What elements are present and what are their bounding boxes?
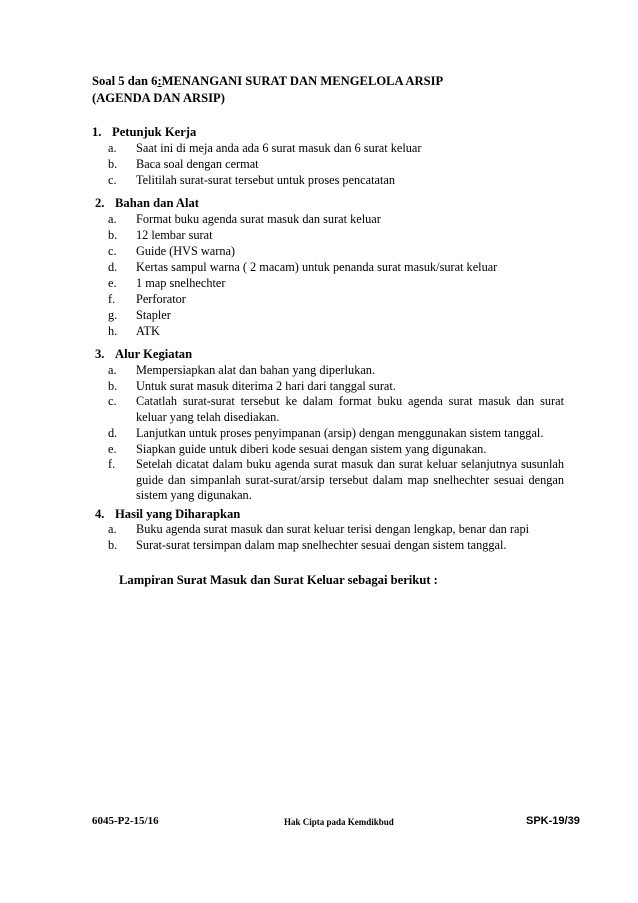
- title-soal-number: Soal 5 dan 6: [92, 74, 158, 88]
- section-1-heading: 1. Petunjuk Kerja: [92, 125, 197, 139]
- list-item: f. Perforator: [108, 292, 186, 306]
- list-item: b. Baca soal dengan cermat: [108, 157, 259, 171]
- list-item: a. Format buku agenda surat masuk dan surat keluar: [108, 212, 381, 226]
- title-colon: :: [157, 74, 162, 88]
- list-item: c. Guide (HVS warna): [108, 244, 236, 258]
- footer-copyright: Hak Cipta pada Kemdikbud: [284, 817, 394, 827]
- list-item: a. Saat ini di meja anda ada 6 surat masuk dan 6 surat keluar: [108, 141, 422, 155]
- title-line-2: (AGENDA DAN ARSIP): [92, 91, 225, 105]
- list-item: e. 1 map snelhechter: [108, 276, 226, 290]
- footer-page-number: SPK-19/39: [526, 815, 580, 827]
- list-item: c. Telitilah surat-surat tersebut untuk proses pencatatan: [108, 173, 395, 187]
- list-item: f. Setelah dicatat dalam buku agenda surat masuk dan surat keluar selanjutnya susunlah guide dan simpanlah surat-surat/arsip tersebut dalam map snelhechter sesuai dengan sistem yang digunakan.: [108, 457, 564, 502]
- page-title: [92, 73, 443, 107]
- list-item: c. Catatlah surat-surat tersebut ke dalam format buku agenda surat masuk dan surat keluar yang telah disediakan.: [108, 394, 564, 424]
- list-item: d. Kertas sampul warna ( 2 macam) untuk penanda surat masuk/surat keluar: [108, 260, 498, 274]
- footer-code: 6045-P2-15/16: [92, 815, 159, 827]
- list-item: a. Mempersiapkan alat dan bahan yang diperlukan.: [108, 363, 376, 377]
- lampiran-note: Lampiran Surat Masuk dan Surat Keluar sebagai berikut :: [119, 573, 438, 587]
- list-item: e. Siapkan guide untuk diberi kode sesuai dengan sistem yang digunakan.: [108, 442, 487, 456]
- list-item: b. Surat-surat tersimpan dalam map snelhechter sesuai dengan sistem tanggal.: [108, 538, 507, 552]
- section-3-heading: 3. Alur Kegiatan: [95, 347, 193, 361]
- title-main: MENANGANI SURAT DAN MENGELOLA ARSIP: [161, 74, 444, 88]
- section-2-heading: 2. Bahan dan Alat: [95, 196, 199, 210]
- title-line-1: [92, 73, 443, 90]
- list-item: b. Untuk surat masuk diterima 2 hari dari tanggal surat.: [108, 379, 396, 393]
- list-item: d. Lanjutkan untuk proses penyimpanan (arsip) dengan menggunakan sistem tanggal.: [108, 426, 544, 440]
- section-4-heading: 4. Hasil yang Diharapkan: [95, 507, 241, 521]
- list-item: a. Buku agenda surat masuk dan surat keluar terisi dengan lengkap, benar dan rapi: [108, 522, 530, 536]
- list-item: h. ATK: [108, 324, 160, 338]
- list-item: g. Stapler: [108, 308, 171, 322]
- list-item: b. 12 lembar surat: [108, 228, 213, 242]
